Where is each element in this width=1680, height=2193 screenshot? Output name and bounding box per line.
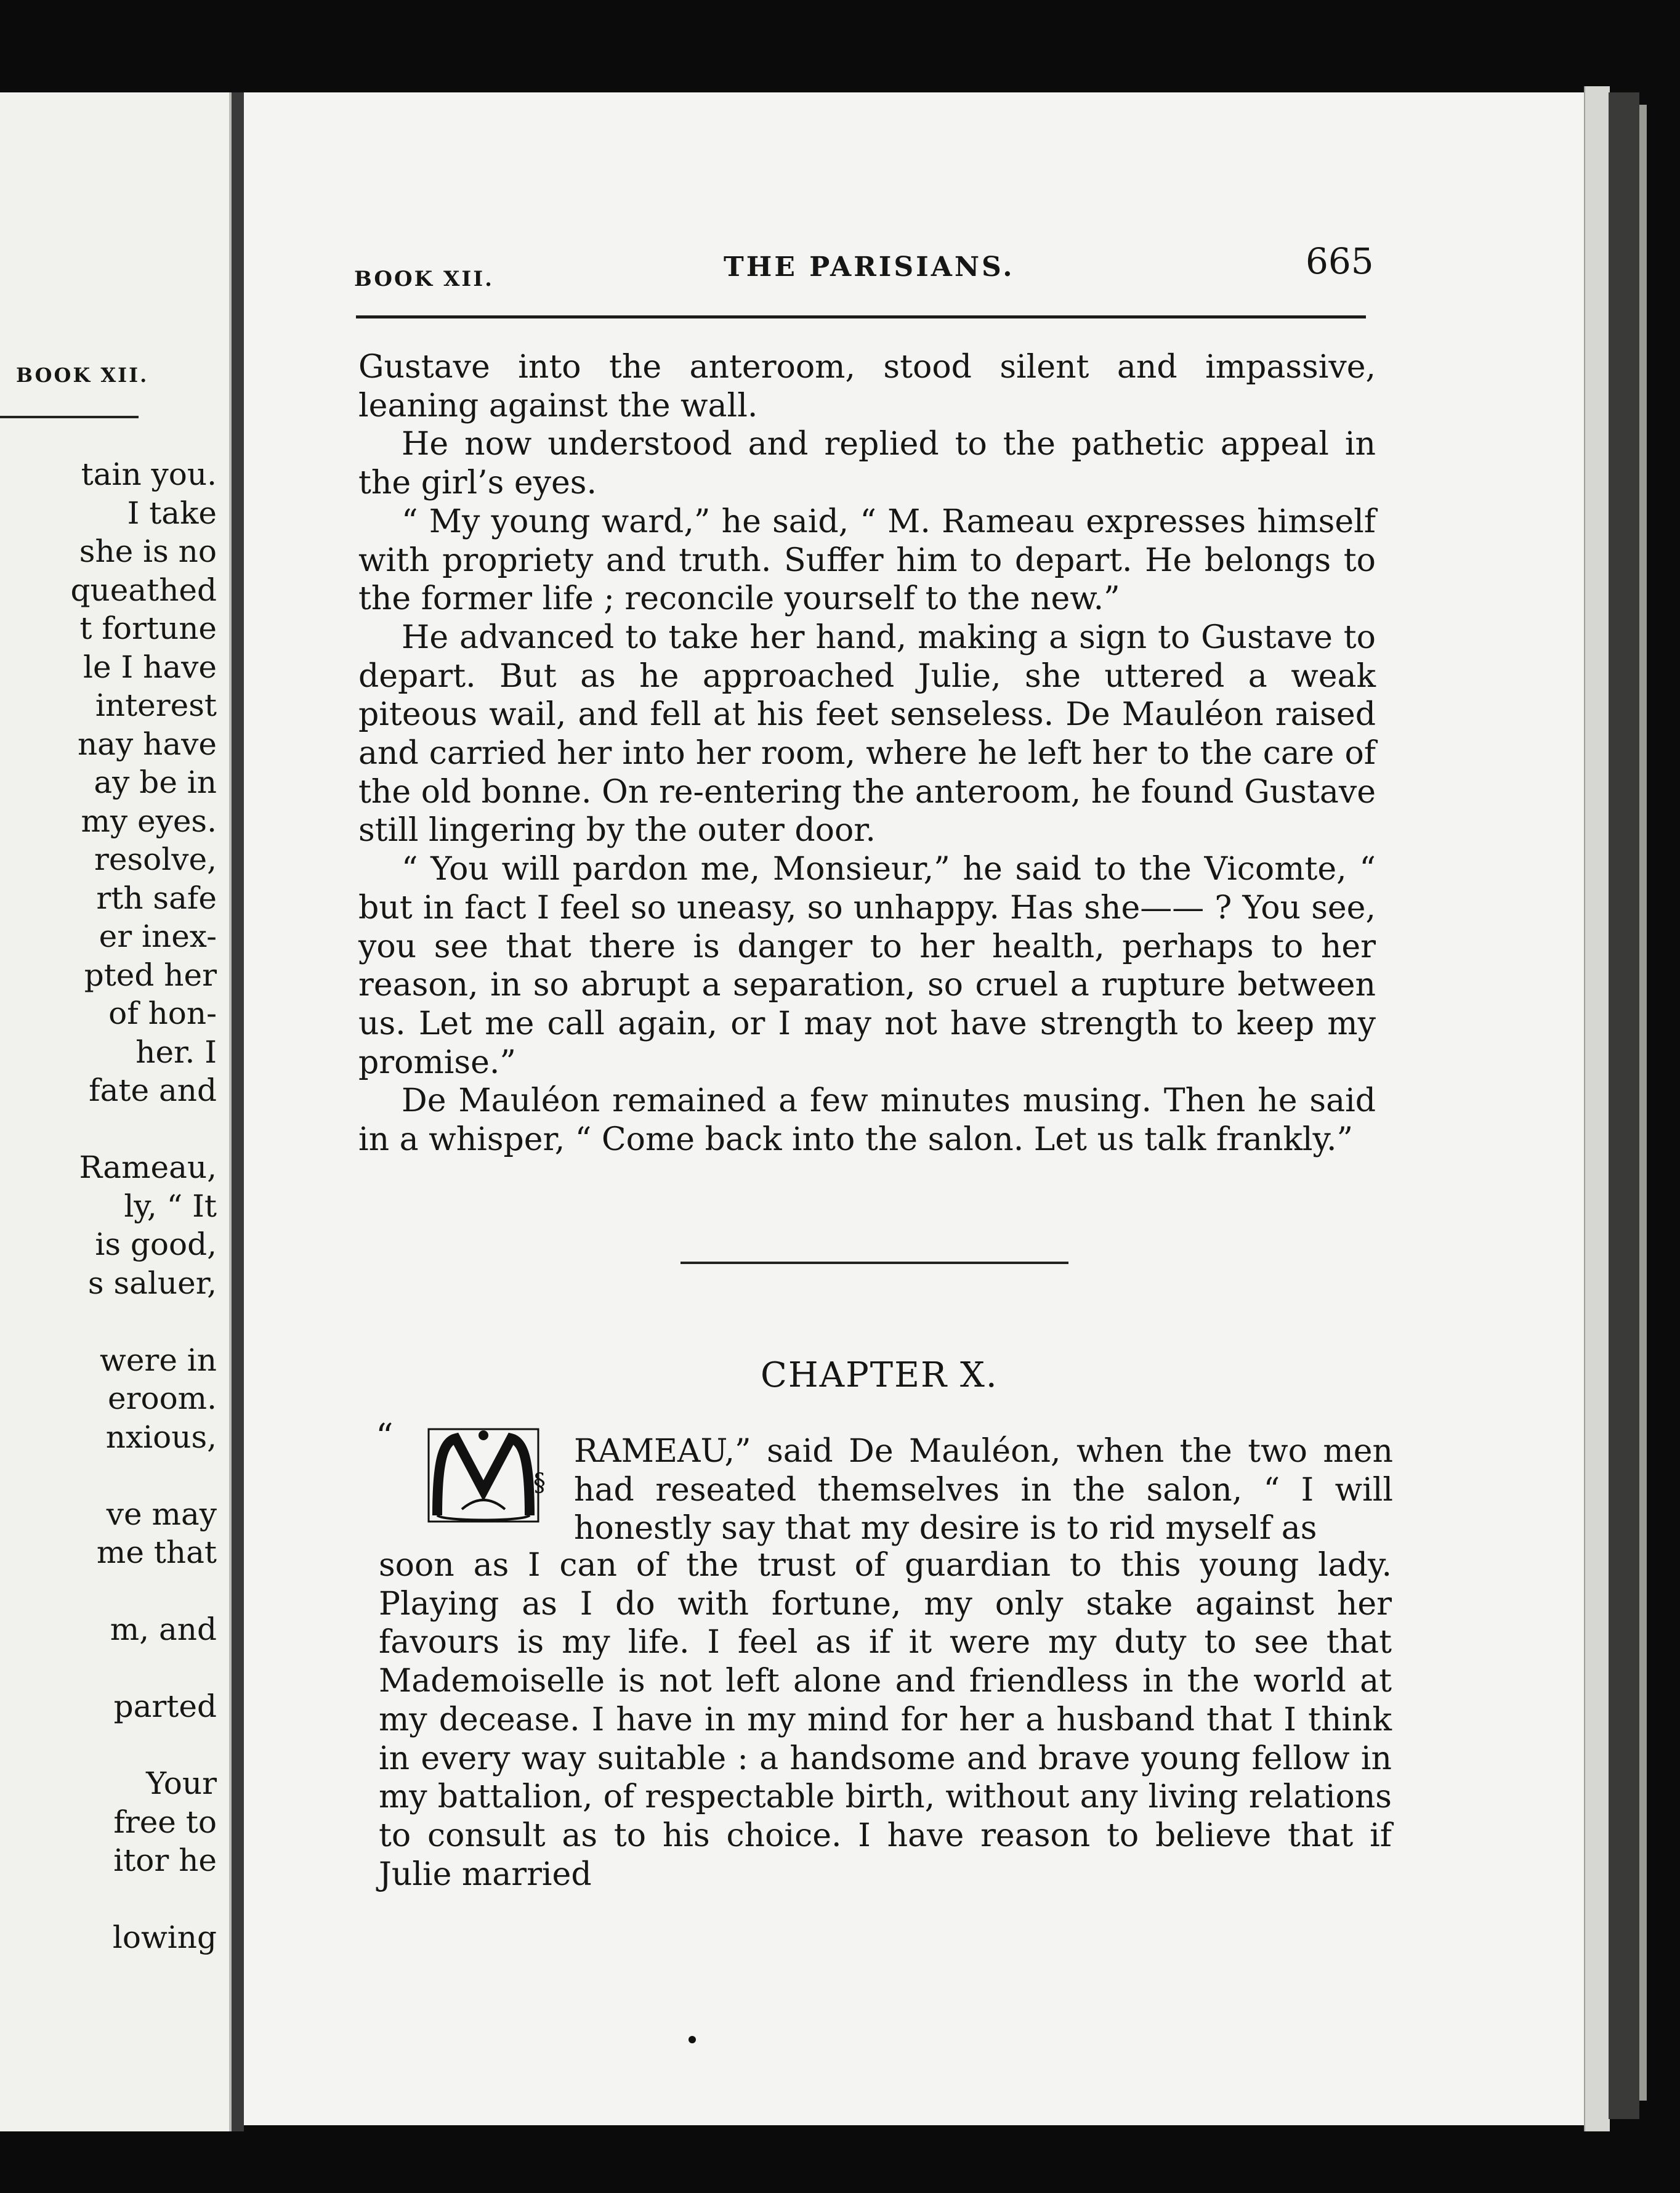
paragraph: “ You will pardon me, Monsieur,” he said to the Vicomte, “ but in fact I feel so uneasy, so unhappy. Has she—— ? You see, you see that there is danger to her health, perhaps to her reason, in so abrupt a separation, so cruel a rupture between us. Let me call again, or I may not have strength to keep my promise.” xyxy=(358,851,1376,1081)
left-page-line: nay have xyxy=(77,726,217,762)
paragraph: “ My young ward,” he said, “ M. Rameau expresses himself with propriety and truth. Suffer him to depart. He belongs to the former life ; reconcile yourself to the new.” xyxy=(358,503,1376,618)
left-page-line: eroom. xyxy=(107,1380,217,1416)
left-page-fragment xyxy=(0,92,232,2131)
section-separator xyxy=(680,1262,1068,1264)
left-page-line: Your xyxy=(146,1765,217,1801)
paragraph: Gustave into the anteroom, stood silent and impassive, leaning against the wall. xyxy=(358,349,1376,424)
left-page-line: her. I xyxy=(135,1034,217,1070)
left-page-line: le I have xyxy=(83,649,217,685)
left-page-line: were in xyxy=(100,1342,217,1378)
left-page-line: fate and xyxy=(89,1072,217,1108)
header-rule xyxy=(356,315,1366,318)
chapter-continuation xyxy=(379,1546,1392,1894)
drop-cap-ornament xyxy=(425,1423,546,1531)
ink-dot xyxy=(689,2036,696,2043)
left-page-line: nxious, xyxy=(105,1419,217,1455)
left-page-line: itor he xyxy=(113,1842,217,1878)
left-page-line: of hon- xyxy=(108,995,217,1031)
left-page-line: free to xyxy=(113,1804,217,1840)
left-page-line: she is no xyxy=(79,533,217,569)
body-text xyxy=(358,348,1376,1159)
chapter-heading: CHAPTER X. xyxy=(761,1355,998,1395)
left-page-line: s saluer, xyxy=(87,1265,217,1301)
chapter-paragraph: soon as I can of the trust of guardian to this young lady. Playing as I do with fortune, my only stake against her favours is my life. I feel as if it were my duty to see that Mademoiselle is not left alone and friendless in the world at my decease. I have in my mind for her a husband that I think in every way suitable : a handsome and brave young fellow in my battalion, of respectable birth, without any living relations to consult as to his choice. I have reason to believe that if Julie married xyxy=(379,1547,1392,1893)
book-cover-edge xyxy=(1639,105,1647,2101)
paragraph: He now understood and replied to the pathetic appeal in the girl’s eyes. xyxy=(358,426,1376,502)
left-page-line: ly, “ It xyxy=(124,1188,217,1224)
left-page-line: tain you. xyxy=(81,456,217,492)
book-spine-edge xyxy=(1609,92,1639,2119)
left-page-line: me that xyxy=(96,1534,217,1570)
left-page-line: interest xyxy=(95,687,217,723)
chapter-opening: RAMEAU,” said De Mauléon, when the two men had reseated themselves in the salon, “ I will honestly say that my desire is to rid myself as xyxy=(574,1433,1393,1547)
book-gutter xyxy=(232,92,244,2131)
left-page-line: resolve, xyxy=(94,841,217,877)
left-page-line: is good, xyxy=(95,1226,217,1262)
left-page-line: queathed xyxy=(70,572,217,608)
left-page-line: er inex- xyxy=(99,918,217,954)
chapter-first-lines xyxy=(574,1432,1393,1548)
open-quote: “ xyxy=(376,1417,394,1457)
left-page-line: parted xyxy=(113,1688,217,1724)
left-page-line: ay be in xyxy=(94,764,217,800)
left-page-line: ve may xyxy=(106,1496,217,1532)
svg-text:§: § xyxy=(533,1469,546,1497)
left-page-header: BOOK XII. xyxy=(16,363,149,387)
left-page-line: m, and xyxy=(110,1611,217,1647)
left-header-rule xyxy=(0,416,139,418)
paragraph: De Mauléon remained a few minutes musing. Then he said in a whisper, “ Come back into the salon. Let us talk frankly.” xyxy=(358,1082,1376,1159)
running-header-title: THE PARISIANS. xyxy=(724,251,1015,283)
page-edge xyxy=(1584,86,1610,2131)
left-page-line: t fortune xyxy=(79,610,217,646)
left-page-line: rth safe xyxy=(96,880,217,916)
paragraph: He advanced to take her hand, making a sign to Gustave to depart. But as he approached Julie, she uttered a weak piteous wail, and fell at his feet senseless. De Mauléon raised and carried her into her room, where he left her to the care of the old bonne. On re-entering the anteroom, he found Gustave still lingering by the outer door. xyxy=(358,618,1376,849)
left-page-line: Rameau, xyxy=(79,1149,217,1185)
left-page-line: I take xyxy=(127,495,217,531)
page-number: 665 xyxy=(1306,240,1374,282)
left-page-line: pted her xyxy=(84,957,217,993)
running-header-book: BOOK XII. xyxy=(354,267,495,291)
left-page-line: my eyes. xyxy=(81,803,217,839)
left-page-line: lowing xyxy=(112,1919,217,1955)
